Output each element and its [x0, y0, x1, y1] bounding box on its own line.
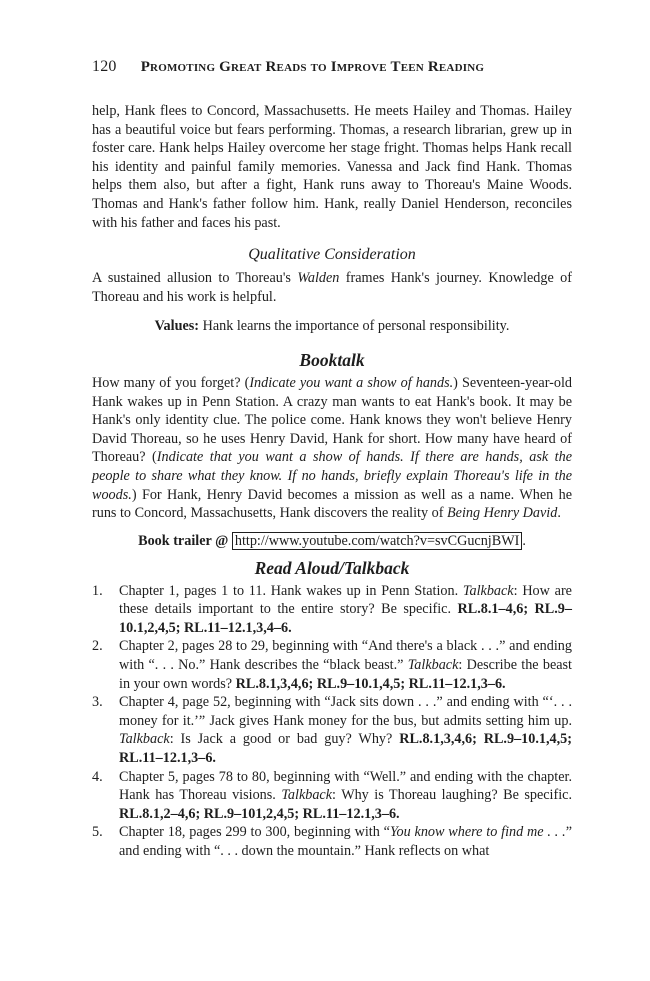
item-text: Chapter 4, page 52, beginning with “Jack sits down . . .” and ending with “‘. . . money for it.’” Jack gives Hank money for the bus, but admits setting him up.	[119, 694, 572, 729]
standards-codes: RL.8.1–4,6; RL.9–10.1,2,4,5; RL.11–12.1,3,4–6.	[119, 601, 572, 636]
trailer-after: .	[522, 532, 526, 549]
qualitative-text-after: frames Hank's journey. Knowledge of Thoreau and his work is helpful.	[92, 270, 573, 305]
item-question: : How are these details important to the entire story? Be specific.	[119, 582, 572, 618]
talkback-label: Talkback	[407, 657, 459, 674]
list-item	[92, 823, 572, 860]
values-line	[92, 317, 572, 336]
list-item	[92, 582, 572, 638]
booktalk-text-3: ) For Hank, Henry David becomes a mission as well as a name. When he runs to Concord, Massachusetts, Hank discovers the reality of	[92, 486, 572, 522]
item-text: Chapter 1, pages 1 to 11. Hank wakes up in Penn Station.	[119, 582, 463, 599]
item-number: 5.	[92, 824, 103, 841]
booktalk-paragraph	[92, 374, 572, 523]
booktalk-text-4: .	[557, 505, 561, 522]
running-header	[92, 58, 572, 76]
item-question: : Describe the beast in your own words?	[119, 657, 572, 692]
standards-codes: RL.8.1,3,4,6; RL.9–10.1,4,5; RL.11–12.1,3–6.	[119, 731, 572, 767]
list-item	[92, 768, 572, 824]
values-label: Values:	[154, 318, 200, 335]
booktalk-text-2: ) Seventeen-year-old Hank wakes up in Penn Station. A crazy man wants to eat Hank's book. It may be Hank's only identity clue. The police come. Hank knows they won't believe Henry David Thoreau, so he uses Henry David, Hank for short. How many have heard of Thoreau? (	[92, 374, 572, 466]
running-title: Promoting Great Reads to Improve Teen Reading	[140, 59, 485, 75]
qualitative-text-before: A sustained allusion to Thoreau's	[92, 270, 298, 287]
qualitative-paragraph	[92, 269, 572, 306]
trailer-link[interactable]: http://www.youtube.com/watch?v=svCGucnjBWI	[232, 532, 522, 550]
booktalk-direction-2: Indicate that you want a show of hands. If there are hands, ask the people to share what they know. If no hands, briefly explain Thoreau's life in the woods.	[92, 449, 572, 503]
read-aloud-heading: Read Aloud/Talkback	[254, 557, 410, 578]
values-text: Hank learns the importance of personal responsibility.	[199, 318, 510, 335]
standards-codes: RL.8.1,2–4,6; RL.9–101,2,4,5; RL.11–12.1,3–6.	[119, 805, 400, 822]
item-number: 4.	[92, 768, 103, 785]
item-text-end: ” and ending with “. . . down the mountain.” Hank reflects on what	[119, 824, 572, 859]
booktalk-heading: Booktalk	[299, 349, 365, 370]
walden-title: Walden	[297, 270, 340, 287]
book-trailer-line	[92, 532, 572, 550]
talkback-label: Talkback	[462, 582, 514, 599]
page-number: 120	[92, 58, 117, 75]
list-item	[92, 637, 572, 693]
book-page	[92, 58, 572, 861]
book-title: Being Henry David	[447, 505, 558, 522]
summary-paragraph: help, Hank flees to Concord, Massachusetts. He meets Hailey and Thomas. Hailey has a beautiful voice but fears performing. Thomas, a research librarian, grew up in foster care. Hank helps Hailey overcome her stage fright. Thomas helps Hank recall his identity and painful family memories. Vanessa and Jack find Hank. Thomas helps them also, but after a fight, Hank runs away to Thoreau's Maine Woods. Thomas and Hank's father follow him. Hank, really Daniel Henderson, reconciles with his father and faces his past.	[92, 103, 572, 231]
standards-codes: RL.8.1,3,4,6; RL.9–10.1,4,5; RL.11–12.1,3–6.	[235, 675, 506, 692]
qualitative-heading: Qualitative Consideration	[248, 246, 416, 264]
item-text: Chapter 2, pages 28 to 29, beginning with “And there's a black . . .” and ending with “. . . No.” Hank describes the “black beast.”	[119, 638, 572, 674]
item-question: : Is Jack a good or bad guy? Why?	[169, 731, 400, 748]
item-question: : Why is Thoreau laughing? Be specific.	[332, 787, 573, 804]
item-text: Chapter 5, pages 78 to 80, beginning with “Well.” and ending with the chapter. Hank has Thoreau visions.	[119, 768, 572, 804]
read-aloud-list	[92, 582, 572, 861]
talkback-label: Talkback	[281, 787, 333, 804]
talkback-label: Talkback	[119, 731, 170, 748]
list-item	[92, 693, 572, 767]
item-number: 1.	[92, 582, 103, 599]
item-text: Chapter 18, pages 299 to 300, beginning with “	[119, 824, 390, 841]
booktalk-direction-1: Indicate you want a show of hands.	[249, 374, 454, 391]
quoted-passage: You know where to find me . . .	[389, 824, 566, 841]
item-number: 2.	[92, 638, 103, 655]
item-number: 3.	[92, 694, 103, 711]
trailer-label: Book trailer @	[138, 532, 232, 549]
booktalk-text-1: How many of you forget? (	[92, 374, 250, 391]
